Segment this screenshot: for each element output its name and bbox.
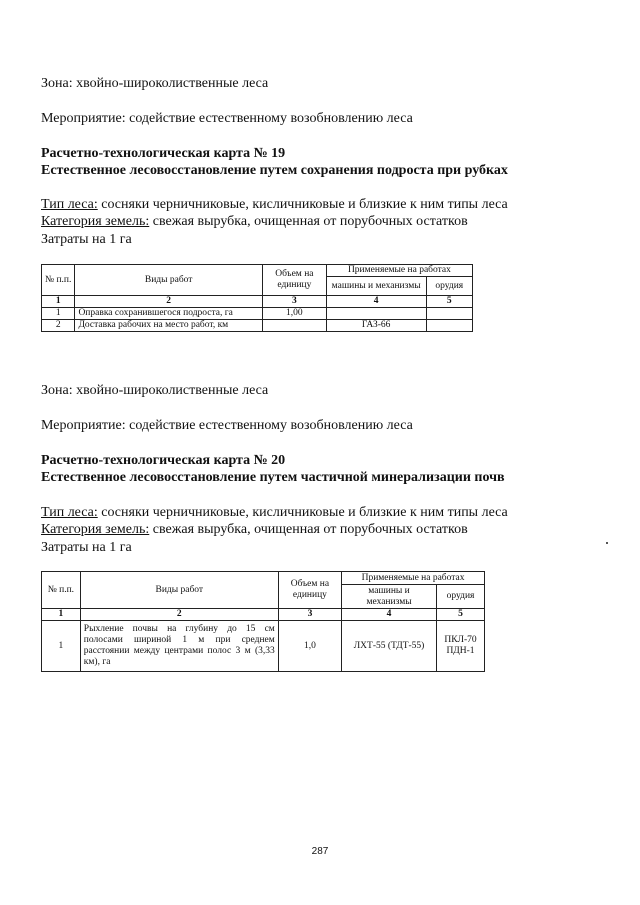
forest-type-label: Тип леса: xyxy=(41,197,98,212)
table-row xyxy=(42,621,485,672)
row-machines: ГАЗ-66 xyxy=(326,320,426,332)
header-work: Виды работ xyxy=(75,265,262,296)
header-tools: орудия xyxy=(437,585,485,609)
col-num-4: 4 xyxy=(326,296,426,308)
row-tools xyxy=(426,308,472,320)
header-num: № п.п. xyxy=(42,572,81,609)
col-num-3: 3 xyxy=(262,296,326,308)
header-machines: машины и механизмы xyxy=(342,585,437,609)
page-number: 287 xyxy=(311,846,329,857)
row-num: 1 xyxy=(42,621,81,672)
land-category-label: Категория земель: xyxy=(41,214,150,229)
col-num-4: 4 xyxy=(342,609,437,621)
header-applied: Применяемые на работах xyxy=(342,572,485,585)
land-category-value: свежая вырубка, очищенная от порубочных остатков xyxy=(149,522,468,537)
row-machines: ЛХТ-55 (ТДТ-55) xyxy=(342,621,437,672)
table-row xyxy=(42,320,473,332)
header-applied: Применяемые на работах xyxy=(326,265,472,277)
col-num-2: 2 xyxy=(80,609,278,621)
work-table-19 xyxy=(41,264,473,332)
row-machines xyxy=(326,308,426,320)
land-category-line-2 xyxy=(41,522,468,538)
measure-line-1: Мероприятие: содействие естественному возобновлению леса xyxy=(41,111,413,126)
forest-type-value: сосняки черничниковые, кисличниковые и близкие к ним типы леса xyxy=(97,505,508,520)
land-category-label: Категория земель: xyxy=(41,522,150,537)
header-num: № п.п. xyxy=(42,265,75,296)
row-num: 2 xyxy=(42,320,75,332)
costs-line-1: Затраты на 1 га xyxy=(41,232,132,247)
forest-type-label: Тип леса: xyxy=(41,505,98,520)
row-work: Рыхление почвы на глубину до 15 см полосами шириной 1 м при среднем расстоянии между центрами полос 3 м (3,33 км), га xyxy=(80,621,278,672)
card-title-20: Расчетно-технологическая карта № 20 xyxy=(41,453,286,468)
table-row xyxy=(42,308,473,320)
row-volume xyxy=(262,320,326,332)
work-table-20 xyxy=(41,571,485,672)
forest-type-value: сосняки черничниковые, кисличниковые и близкие к ним типы леса xyxy=(97,197,508,212)
col-num-1: 1 xyxy=(42,296,75,308)
row-work: Оправка сохранившегося подроста, га xyxy=(75,308,262,320)
header-volume: Объем на единицу xyxy=(278,572,341,609)
card-title-19: Расчетно-технологическая карта № 19 xyxy=(41,146,286,161)
forest-type-line-2 xyxy=(41,505,508,521)
header-work: Виды работ xyxy=(80,572,278,609)
col-num-5: 5 xyxy=(437,609,485,621)
costs-line-2: Затраты на 1 га xyxy=(41,540,132,555)
col-num-3: 3 xyxy=(278,609,341,621)
row-tools xyxy=(426,320,472,332)
card-subtitle-20: Естественное лесовосстановление путем частичной минерализации почв xyxy=(41,470,505,485)
forest-type-line-1 xyxy=(41,197,508,213)
header-tools: орудия xyxy=(426,277,472,296)
row-work: Доставка рабочих на место работ, км xyxy=(75,320,262,332)
zone-line-2: Зона: хвойно-широколиственные леса xyxy=(41,383,269,398)
row-tools: ПКЛ-70 ПДН-1 xyxy=(437,621,485,672)
row-volume: 1,0 xyxy=(278,621,341,672)
zone-line-1: Зона: хвойно-широколиственные леса xyxy=(41,76,269,91)
header-volume: Объем на единицу xyxy=(262,265,326,296)
col-num-2: 2 xyxy=(75,296,262,308)
col-num-1: 1 xyxy=(42,609,81,621)
measure-line-2: Мероприятие: содействие естественному возобновлению леса xyxy=(41,418,413,433)
row-volume: 1,00 xyxy=(262,308,326,320)
row-num: 1 xyxy=(42,308,75,320)
land-category-line-1 xyxy=(41,214,468,230)
land-category-value: свежая вырубка, очищенная от порубочных остатков xyxy=(149,214,468,229)
col-num-5: 5 xyxy=(426,296,472,308)
card-subtitle-19: Естественное лесовосстановление путем сохранения подроста при рубках xyxy=(41,163,508,178)
header-machines: машины и механизмы xyxy=(326,277,426,296)
scan-speck xyxy=(606,542,608,544)
